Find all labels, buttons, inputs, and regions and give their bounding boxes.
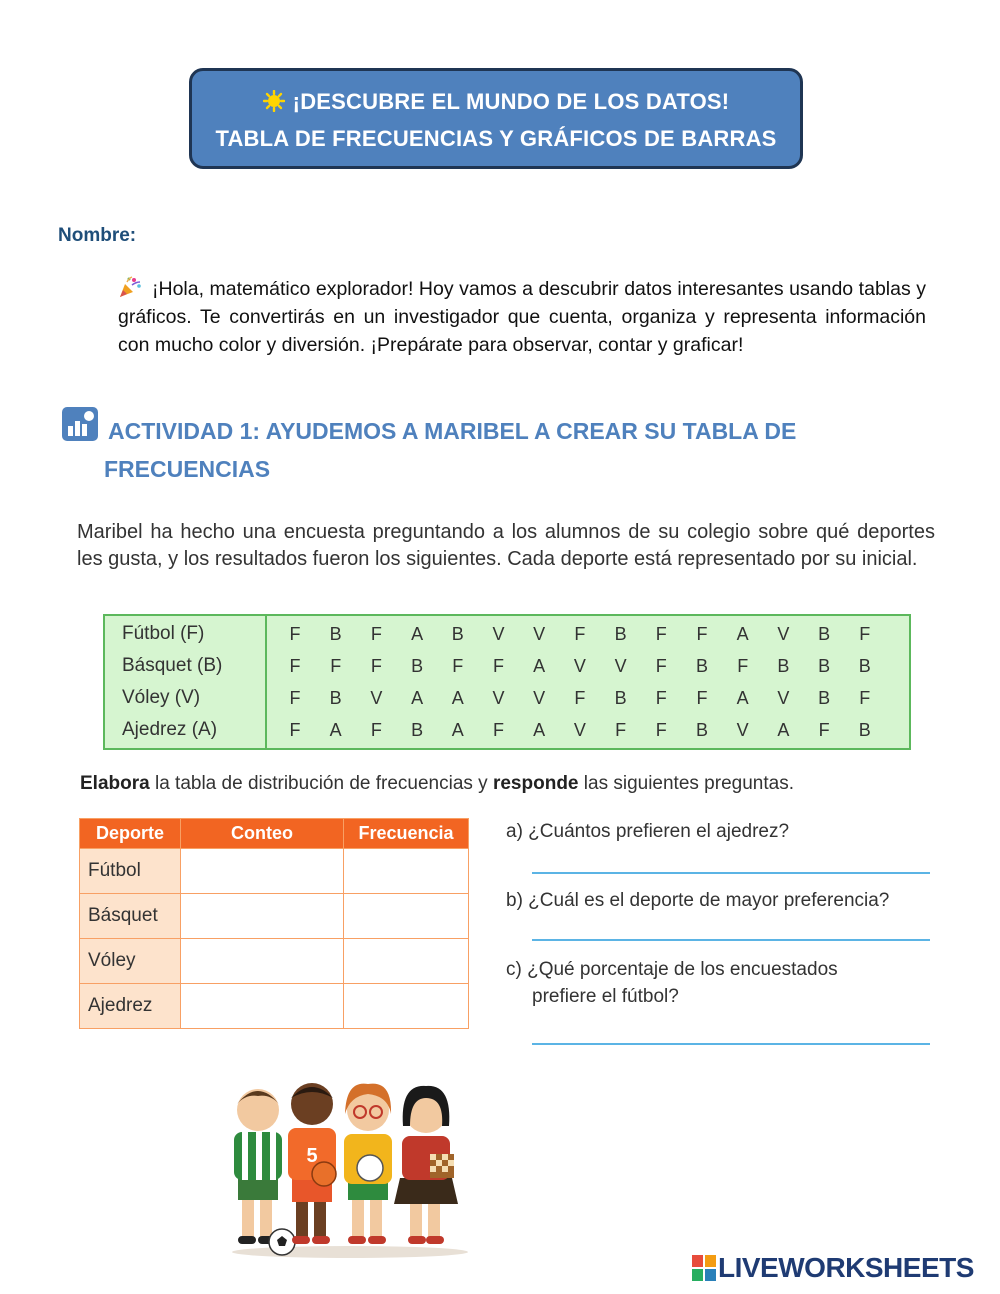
survey-cell: B [614,624,627,644]
survey-cell: B [818,656,831,676]
survey-cell: V [492,688,505,708]
survey-cell: V [777,688,790,708]
survey-cell: F [574,624,586,644]
survey-cell: B [411,656,424,676]
header-title-line2: TABLA DE FRECUENCIAS Y GRÁFICOS DE BARRAS [215,126,777,151]
survey-cell: B [818,688,831,708]
col-header-conteo: Conteo [181,819,344,849]
liveworksheets-logo-icon [692,1255,716,1281]
header-banner [189,68,803,169]
survey-cell: V [533,624,546,644]
survey-cell: V [736,720,749,740]
activity-title-line2: FRECUENCIAS [104,456,271,482]
survey-cell: A [411,624,424,644]
survey-cell: F [696,688,708,708]
survey-cell: A [533,720,546,740]
instruction [80,773,794,795]
survey-cell: B [451,624,464,644]
header-line1-wrap [192,89,800,115]
frecuencia-input-ajedrez[interactable] [344,984,469,1029]
question-c-line1: c) ¿Qué porcentaje de los encuestados [506,959,838,980]
survey-cell: F [615,720,627,740]
survey-cell: A [533,656,546,676]
answer-line-c[interactable] [532,1043,930,1045]
survey-cell: F [655,720,667,740]
sport-label: Básquet [80,894,181,939]
survey-cell: B [858,720,871,740]
table-row [80,984,469,1029]
kid-basketball-illustration [288,1083,336,1244]
answer-line-a[interactable] [532,872,930,874]
kid-soccer-illustration [234,1089,295,1255]
survey-cell: V [777,624,790,644]
table-row [80,849,469,894]
survey-cell: V [573,720,586,740]
frequency-table-header [80,819,469,849]
frequency-table [79,818,469,1029]
survey-cell: F [330,656,342,676]
survey-cell: V [492,624,505,644]
survey-cell: F [818,720,830,740]
survey-cell: A [777,720,790,740]
survey-cell: F [574,688,586,708]
survey-legend-item: Vóley (V) [122,687,201,708]
survey-cell: F [655,656,667,676]
question-c-line2: prefiere el fútbol? [532,986,679,1007]
name-label: Nombre: [58,225,137,246]
survey-cell: V [533,688,546,708]
survey-cell: B [818,624,831,644]
conteo-input-voley[interactable] [181,939,344,984]
survey-cell: F [859,688,871,708]
logo-text: LIVEWORKSHEETS [718,1252,974,1283]
survey-cell: F [493,656,504,676]
survey-legend [105,616,267,748]
survey-legend-item: Fútbol (F) [122,623,205,644]
kid-chess-illustration [394,1086,458,1244]
survey-cell: B [777,656,790,676]
header-title-line1: ¡DESCUBRE EL MUNDO DE LOS DATOS! [292,89,730,114]
col-header-frecuencia: Frecuencia [344,819,469,849]
survey-legend-item: Básquet (B) [122,655,223,676]
kid-volleyball-illustration [344,1084,392,1244]
frecuencia-input-voley[interactable] [344,939,469,984]
survey-cell: A [411,688,424,708]
survey-cell: F [655,624,667,644]
svg-text:5: 5 [306,1145,318,1167]
survey-cell: A [736,688,749,708]
liveworksheets-logo [692,1252,974,1284]
sport-label: Ajedrez [80,984,181,1029]
survey-cell: F [655,688,667,708]
col-header-deporte: Deporte [80,819,181,849]
survey-cell: F [289,688,301,708]
party-popper-icon [118,276,142,298]
survey-cell: V [370,688,383,708]
survey-cell: F [289,656,301,676]
kids-illustration [220,1070,480,1260]
survey-cell: A [736,624,749,644]
sport-label: Fútbol [80,849,181,894]
activity-title [104,412,868,488]
survey-cell: B [614,688,627,708]
survey-cell: F [859,624,871,644]
survey-cell: A [451,720,464,740]
answer-line-b[interactable] [532,939,930,941]
instruction-verb-responde: responde [492,773,579,794]
chart-icon [62,407,98,441]
activity-title-line1: ACTIVIDAD 1: AYUDEMOS A MARIBEL A CREAR SU TABLA DE [108,418,797,444]
survey-legend-item: Ajedrez (A) [122,719,218,740]
survey-table [103,614,911,750]
survey-cell: F [370,720,382,740]
table-row [80,894,469,939]
survey-cell: F [696,624,708,644]
instruction-text-1: la tabla de distribución de frecuencias y [149,773,493,794]
survey-cell: B [329,624,342,644]
survey-cell: F [370,624,382,644]
survey-cell: F [452,656,464,676]
survey-cell: B [695,656,708,676]
survey-cell: B [858,656,871,676]
conteo-input-ajedrez[interactable] [181,984,344,1029]
intro-paragraph [118,275,926,359]
conteo-input-futbol[interactable] [181,849,344,894]
survey-cell: F [289,720,301,740]
survey-cell: B [695,720,708,740]
frecuencia-input-basquet[interactable] [344,894,469,939]
problem-statement: Maribel ha hecho una encuesta preguntando a los alumnos de su colegio sobre qué deportes les gusta, y los resultados fueron los siguientes. Cada deporte está representado por su inicial. [77,521,935,570]
instruction-text-2: las siguientes preguntas. [578,773,794,794]
question-b: b) ¿Cuál es el deporte de mayor preferencia? [506,890,890,911]
survey-cell: F [370,656,382,676]
survey-cell: F [289,624,301,644]
survey-cell: B [411,720,424,740]
sport-label: Vóley [80,939,181,984]
sun-icon [263,90,285,112]
survey-cell: A [451,688,464,708]
survey-cell: F [737,656,749,676]
question-a: a) ¿Cuántos prefieren el ajedrez? [506,821,790,842]
survey-cell: B [329,688,342,708]
instruction-verb-elabora: Elabora [80,773,150,794]
frecuencia-input-futbol[interactable] [344,849,469,894]
survey-cell: A [329,720,342,740]
conteo-input-basquet[interactable] [181,894,344,939]
survey-cell: V [573,656,586,676]
survey-cell: V [614,656,627,676]
intro-text: ¡Hola, matemático explorador! Hoy vamos a descubrir datos interesantes usando tablas y gráficos. Te convertirás en un investigador que cuenta, organiza y representa información con mucho color y diversión. ¡Prepárate para observar, contar y graficar! [118,278,926,356]
table-row [80,939,469,984]
survey-cell: F [493,720,504,740]
